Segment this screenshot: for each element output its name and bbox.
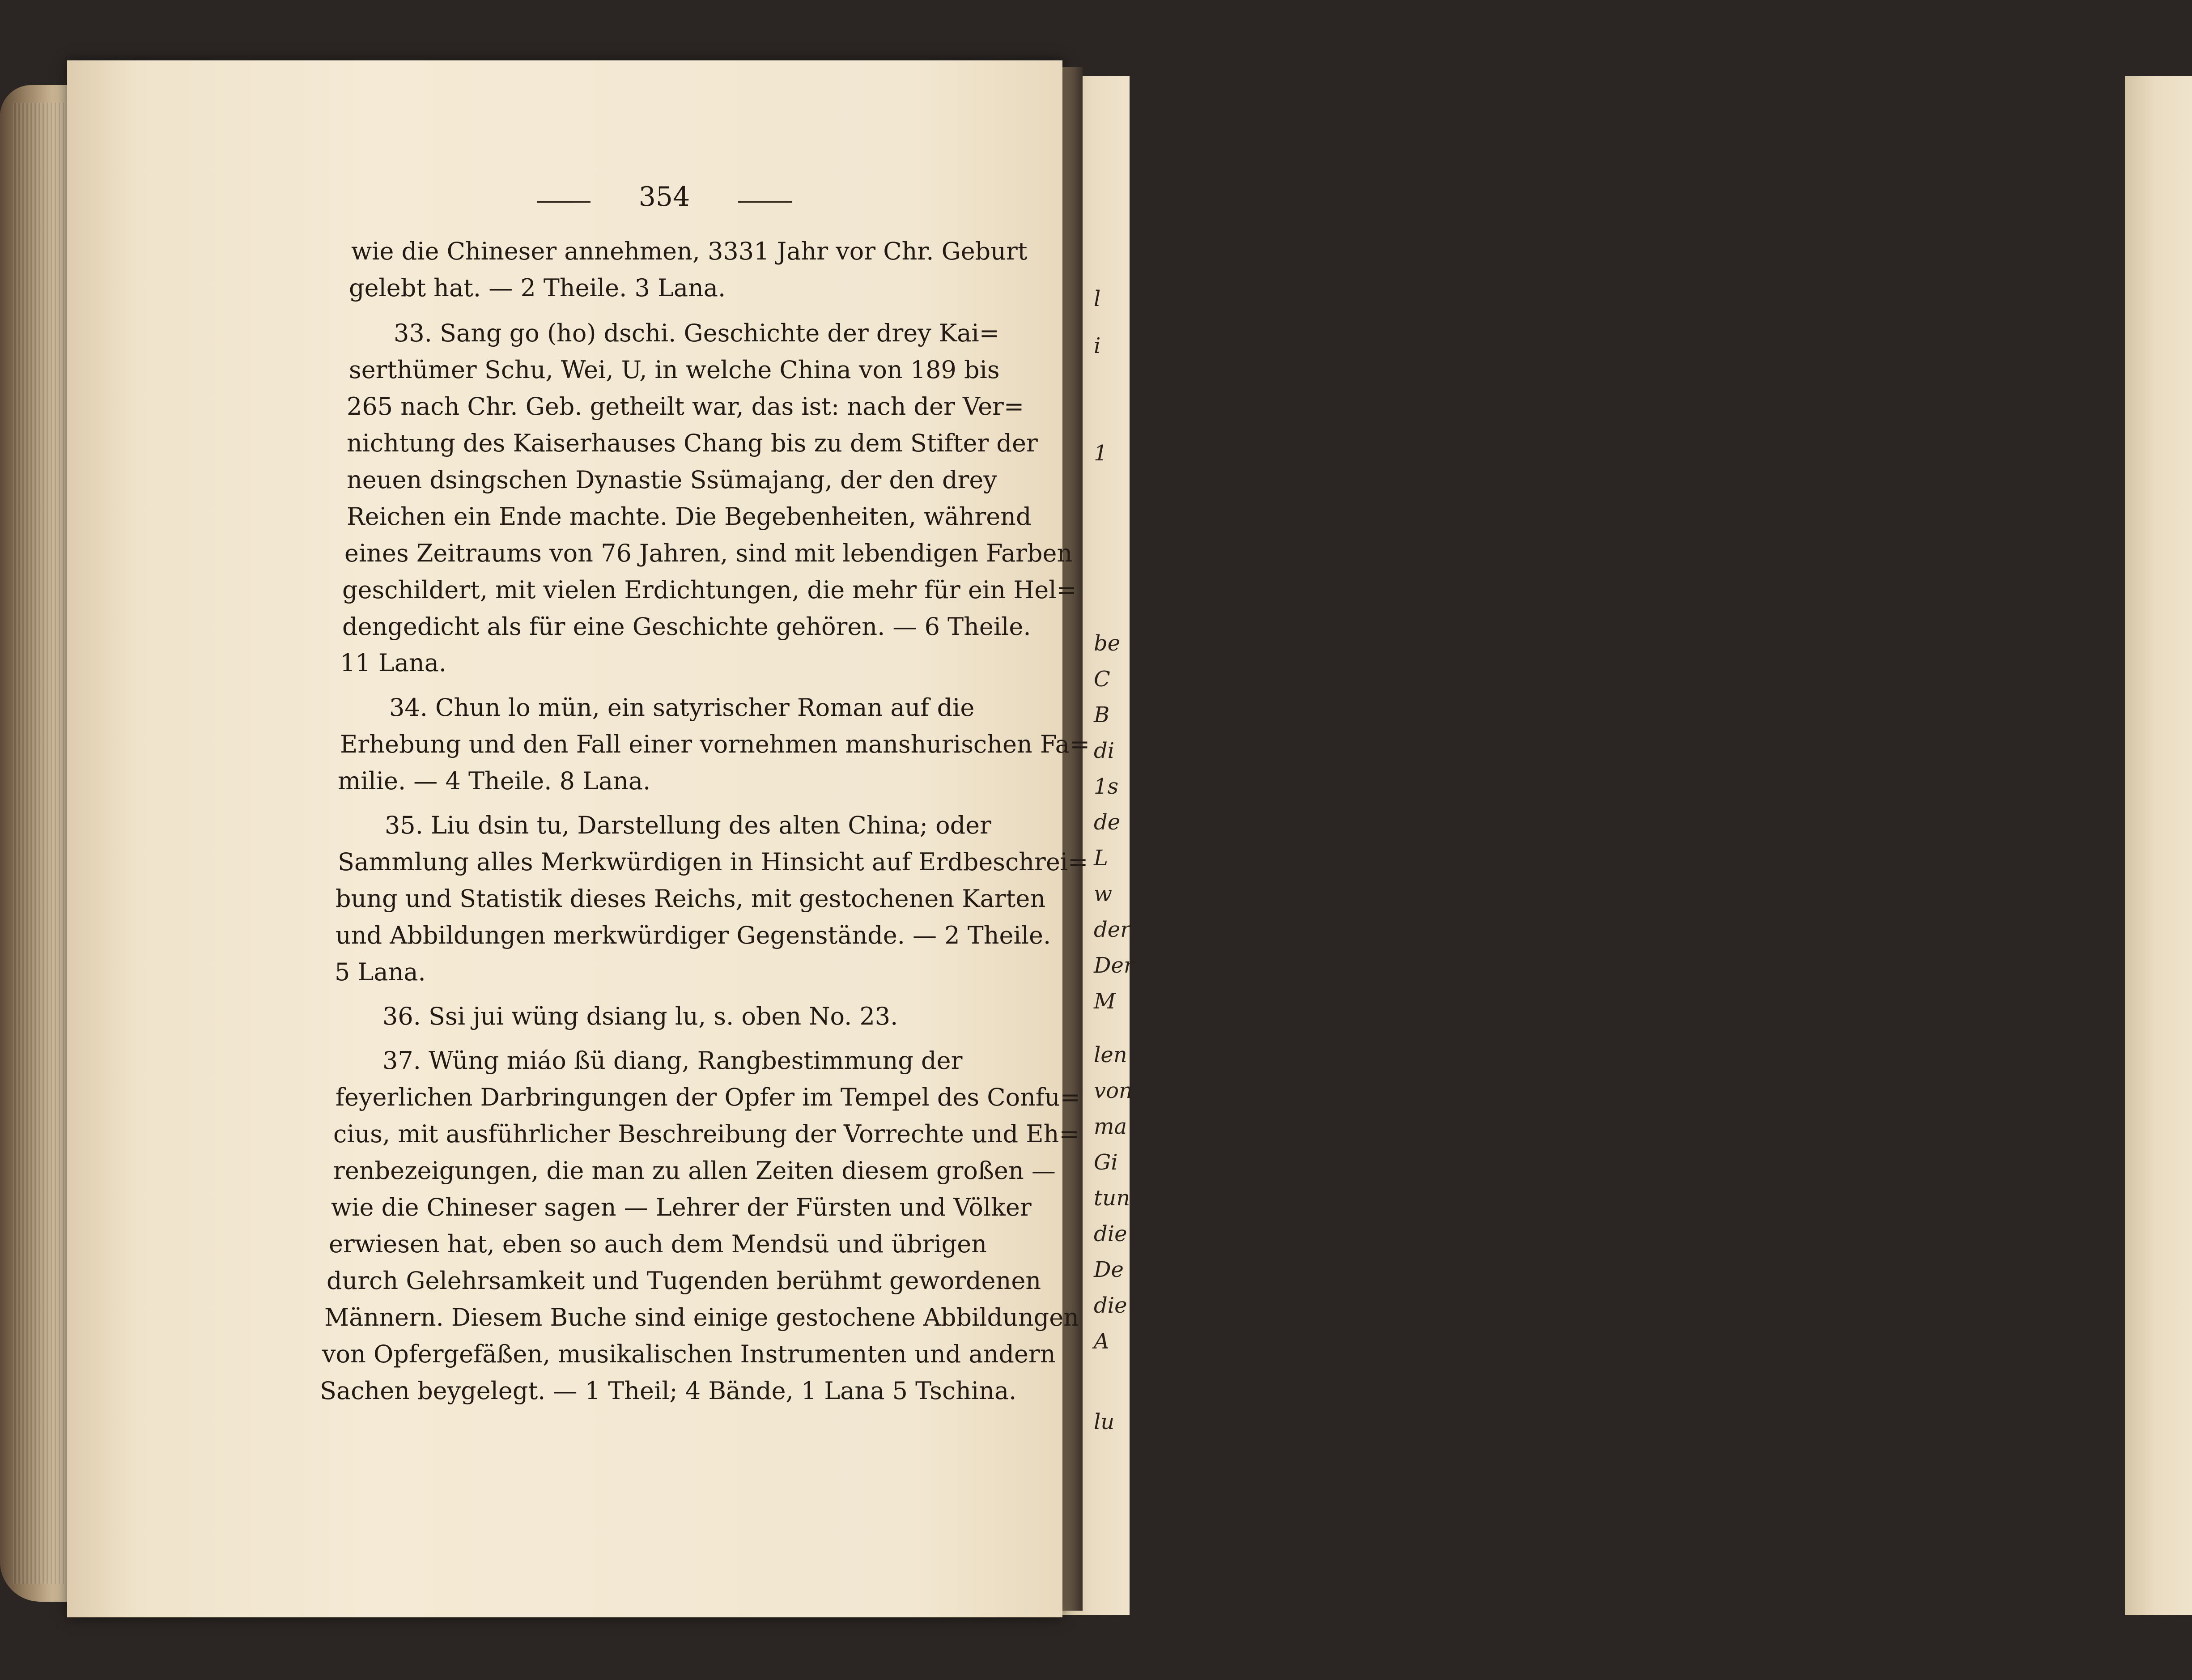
text-line: Sammlung alles Merkwürdigen in Hinsicht auf Erdbeschrei= xyxy=(338,848,1088,876)
entry-34-heading: 34. Chun lo mün, ein satyrischer Roman auf die xyxy=(389,693,975,722)
text-line: 11 Lana. xyxy=(340,649,447,677)
facing-page-fragment: lu xyxy=(1094,1409,1115,1434)
text-line: feyerlichen Darbringungen der Opfer im Tempel des Confu= xyxy=(336,1083,1080,1111)
facing-page-fragment: w xyxy=(1094,881,1113,906)
text-line: 265 nach Chr. Geb. getheilt war, das ist: nach der Ver= xyxy=(347,392,1024,421)
text-line: Sachen beygelegt. — 1 Theil; 4 Bände, 1 Lana 5 Tschina. xyxy=(320,1377,1017,1405)
facing-page-fragment: B xyxy=(1094,702,1110,727)
text-line: geschildert, mit vielen Erdichtungen, die mehr für ein Hel= xyxy=(342,576,1077,604)
facing-page-fragment: die xyxy=(1094,1293,1127,1318)
text-line: milie. — 4 Theile. 8 Lana. xyxy=(338,767,651,795)
entry-37-heading: 37. Wüng miáo ßü diang, Rangbestimmung der xyxy=(382,1046,963,1075)
facing-page-fragment: len xyxy=(1094,1042,1127,1068)
facing-page-fragment: i xyxy=(1094,333,1101,358)
facing-page-fragment: L xyxy=(1094,846,1108,871)
facing-page-fragment: C xyxy=(1094,667,1110,692)
facing-page-fragment: ma xyxy=(1094,1114,1127,1139)
text-line: Männern. Diesem Buche sind einige gestochene Abbildungen xyxy=(324,1303,1079,1331)
text-line: nichtung des Kaiserhauses Chang bis zu dem Stifter der xyxy=(347,429,1038,457)
facing-page-fragment: Gi xyxy=(1094,1150,1118,1175)
text-line: durch Gelehrsamkeit und Tugenden berühmt gewordenen xyxy=(327,1267,1041,1295)
text-line: wie die Chineser sagen — Lehrer der Fürsten und Völker xyxy=(331,1193,1032,1221)
facing-page-fragment: 1s xyxy=(1094,774,1119,799)
facing-page-fragment: De xyxy=(1094,1257,1124,1282)
text-line: serthümer Schu, Wei, U, in welche China von 189 bis xyxy=(349,356,1000,384)
facing-page-fragment: 1 xyxy=(1094,441,1108,466)
entry-36-heading: 36. Ssi jui wüng dsiang lu, s. oben No. 23. xyxy=(382,1002,898,1030)
facing-page-fragment: von xyxy=(1094,1078,1133,1103)
facing-page-fragment: l xyxy=(1094,286,1101,311)
facing-page-fragment: tun xyxy=(1094,1186,1130,1211)
entry-35-heading: 35. Liu dsin tu, Darstellung des alten China; oder xyxy=(385,811,991,839)
facing-page-fragment: be xyxy=(1094,631,1121,656)
text-line: eines Zeitraums von 76 Jahren, sind mit lebendigen Farben xyxy=(344,539,1073,567)
text-line: und Abbildungen merkwürdiger Gegenstände. — 2 Theile. xyxy=(336,921,1051,949)
header-rule-right xyxy=(738,201,792,203)
text-line: cius, mit ausführlicher Beschreibung der Vorrechte und Eh= xyxy=(333,1120,1079,1148)
entry-33-heading: 33. Sang go (ho) dschi. Geschichte der drey Kai= xyxy=(394,319,999,347)
facing-page-fragment: die xyxy=(1094,1221,1127,1246)
text-line: erwiesen hat, eben so auch dem Mendsü und übrigen xyxy=(329,1230,987,1258)
text-line: bung und Statistik dieses Reichs, mit gestochenen Karten xyxy=(336,885,1046,913)
text-line: Reichen ein Ende machte. Die Begebenheiten, während xyxy=(347,502,1032,531)
text-line: von Opfergefäßen, musikalischen Instrumenten und andern xyxy=(322,1340,1056,1368)
facing-page-fragment: Der xyxy=(1094,953,1134,978)
text-line: wie die Chineser annehmen, 3331 Jahr vor Chr. Geburt xyxy=(351,237,1028,265)
text-line: 5 Lana. xyxy=(335,958,426,986)
text-line: Erhebung und den Fall einer vornehmen manshurischen Fa= xyxy=(340,730,1090,758)
text-line: gelebt hat. — 2 Theile. 3 Lana. xyxy=(349,274,726,302)
page-number: 354 xyxy=(638,181,690,213)
facing-page-fragment: de xyxy=(1094,810,1121,835)
facing-page-fragment: A xyxy=(1094,1329,1109,1354)
facing-page-fragment: di xyxy=(1094,738,1115,763)
text-line: neuen dsingschen Dynastie Ssümajang, der den drey xyxy=(347,466,997,494)
running-head xyxy=(537,181,792,217)
text-line: dengedicht als für eine Geschichte gehören. — 6 Theile. xyxy=(342,612,1031,641)
facing-page-fragment: der xyxy=(1094,917,1131,942)
text-line: renbezeigungen, die man zu allen Zeiten diesem großen — xyxy=(333,1157,1056,1185)
facing-page-fragment: M xyxy=(1094,989,1116,1014)
